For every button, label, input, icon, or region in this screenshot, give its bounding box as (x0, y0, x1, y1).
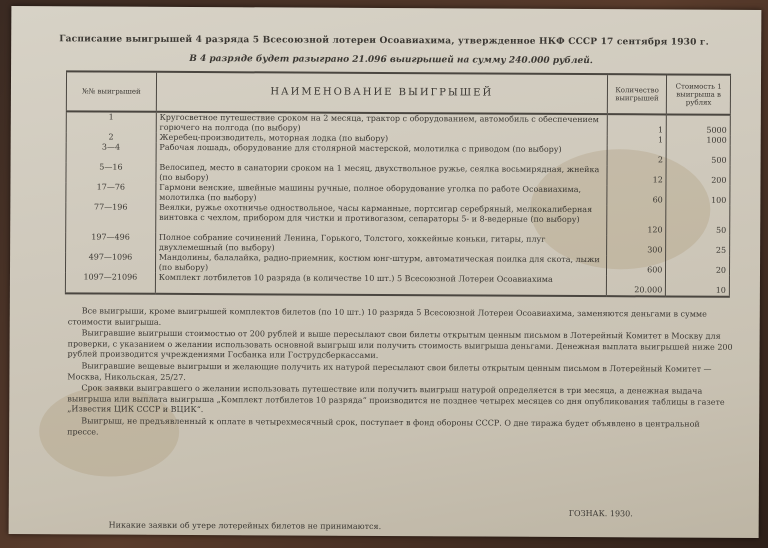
row-number: 77—196 (66, 202, 156, 232)
row-number: 2 (66, 132, 156, 142)
table-header-row (66, 71, 730, 114)
table-row (66, 202, 730, 235)
row-number: 1 (66, 111, 156, 132)
row-number: 1097—21096 (65, 272, 155, 293)
row-description: Гармони венские, швейные машины ручные, полное оборудование уголка по работе Осоавиахима, молотилка (по выбору) (156, 183, 607, 205)
printer-imprint: ГОЗНАК. 1930. (568, 508, 633, 519)
notes-block (67, 306, 733, 442)
header-line-2: В 4 разряде будет разыграно 21.096 выигрышей на сумму 240.000 рублей. (189, 53, 593, 67)
row-quantity: 60 (607, 185, 667, 205)
row-quantity: 600 (606, 255, 666, 275)
note-paragraph: Все выигрыши, кроме выигрышей комплектов билетов (по 10 шт.) 10 разряда 5 Всесоюзной Лотереи Осоавиахима, заменяются деньгами в сумме стоимости выигрыша. (67, 306, 707, 327)
row-number: 497—1096 (65, 252, 155, 272)
row-quantity: 2 (607, 145, 667, 165)
row-number: 5—16 (66, 162, 156, 182)
row-description: Полное собрание сочинений Ленина, Горького, Толстого, хоккейные коньки, гитары, плуг двухлемешный (по выбору) (155, 233, 606, 255)
row-description: Велосипед, место в санатории сроком на 1 месяц, двухствольное ружье, сеялка восьмирядная, жнейка (по выбору) (156, 163, 607, 185)
row-cost: 100 (666, 185, 730, 205)
note-paragraph: Выигравшие вещевые выигрыши и желающие получить их натурой пересылают свои билеты открытым ценным письмом в Лотерейный Комитет — Москва, Никольская, 25/27. (67, 361, 712, 382)
row-number: 3—4 (66, 142, 156, 162)
col-header-number: №№ выигрышей (66, 71, 156, 111)
row-quantity: 1 (607, 114, 667, 135)
header-line-1: Гасписание выигрышей 4 разряда 5 Всесоюзной лотереи Осоавиахима, утвержденное НКФ СССР 17 сентября 1930 г. (59, 34, 710, 48)
note-paragraph: Срок заявки выигравшего о желании использовать путешествие или получить выигрыш натурой определяется в три месяца, а денежная выдача выигрыша или выплата выигрыша „Комплект лотбилетов 10 разряда“ производится не позднее четырех месяцев со дня опубликования таблицы в газете „Известия ЦИК СССР и ВЦИК“. (67, 383, 725, 415)
table-row (65, 272, 729, 296)
row-cost: 10 (666, 275, 730, 296)
prize-table (65, 70, 731, 297)
note-paragraph: Выигрыш, не предъявленный к оплате в четырехмесячный срок, поступает в фонд обороны СССР. О дне тиража будет объявлено в центральной прессе. (67, 416, 700, 437)
row-number: 17—76 (66, 182, 156, 202)
col-header-quantity: Количество выигрышей (607, 74, 667, 114)
row-description: Мандолины, балалайка, радио-приемник, костюм юнг-штурм, автоматическая поилка для скота, лыжи (по выбору) (155, 253, 606, 275)
row-quantity: 1 (607, 135, 667, 145)
row-cost: 1000 (667, 135, 731, 145)
row-quantity: 20.000 (606, 275, 666, 296)
row-description: Кругосветное путешествие сроком на 2 месяца, трактор с оборудованием, автомобиль с обеспечением горючего на полгода (по выбору) (156, 112, 607, 135)
col-header-cost: Стоимость 1 выигрыша в рублях (667, 74, 731, 114)
row-cost: 50 (666, 205, 730, 235)
note-paragraph: Выигравшие выигрыши стоимостью от 200 рублей и выше пересылают свои билеты открытым ценным письмом в Лотерейный Комитет в Москву для проверки, с указанием о желании использовать основной выигрыш или получить стоимость выигрыша деньгами. Денежная выплата выигрышей ниже 200 рублей производится учреждениями Госбанка или Гострудсберкассами. (67, 328, 733, 361)
row-cost: 25 (666, 235, 730, 255)
row-number: 197—496 (66, 232, 156, 252)
col-header-description: НАИМЕНОВАНИЕ ВЫИГРЫШЕЙ (156, 72, 607, 114)
row-description: Веялки, ружье охотничье одноствольное, часы карманные, портсигар серебряный, мелкокалиберная винтовка с чехлом, прибором для чистки и противогазом, сепараторы 5- и 8-ведерные (по выбору) (155, 203, 606, 235)
row-cost: 20 (666, 255, 730, 275)
row-quantity: 120 (607, 205, 667, 235)
lottery-sheet (9, 6, 762, 538)
row-quantity: 300 (606, 235, 666, 255)
row-description: Жеребец-производитель, моторная лодка (по выбору) (156, 133, 607, 145)
row-description: Комплект лотбилетов 10 разряда (в количестве 10 шт.) 5 Всесоюзной Лотереи Осоавиахима (155, 273, 606, 296)
row-cost: 500 (666, 145, 730, 165)
footer-note: Никакие заявки об утере лотерейных билетов не принимаются. (108, 520, 382, 531)
row-description: Рабочая лошадь, оборудование для столярной мастерской, молотилка с приводом (по выбору) (156, 143, 607, 165)
row-cost: 200 (666, 165, 730, 185)
row-quantity: 12 (607, 165, 667, 185)
row-cost: 5000 (667, 114, 731, 135)
